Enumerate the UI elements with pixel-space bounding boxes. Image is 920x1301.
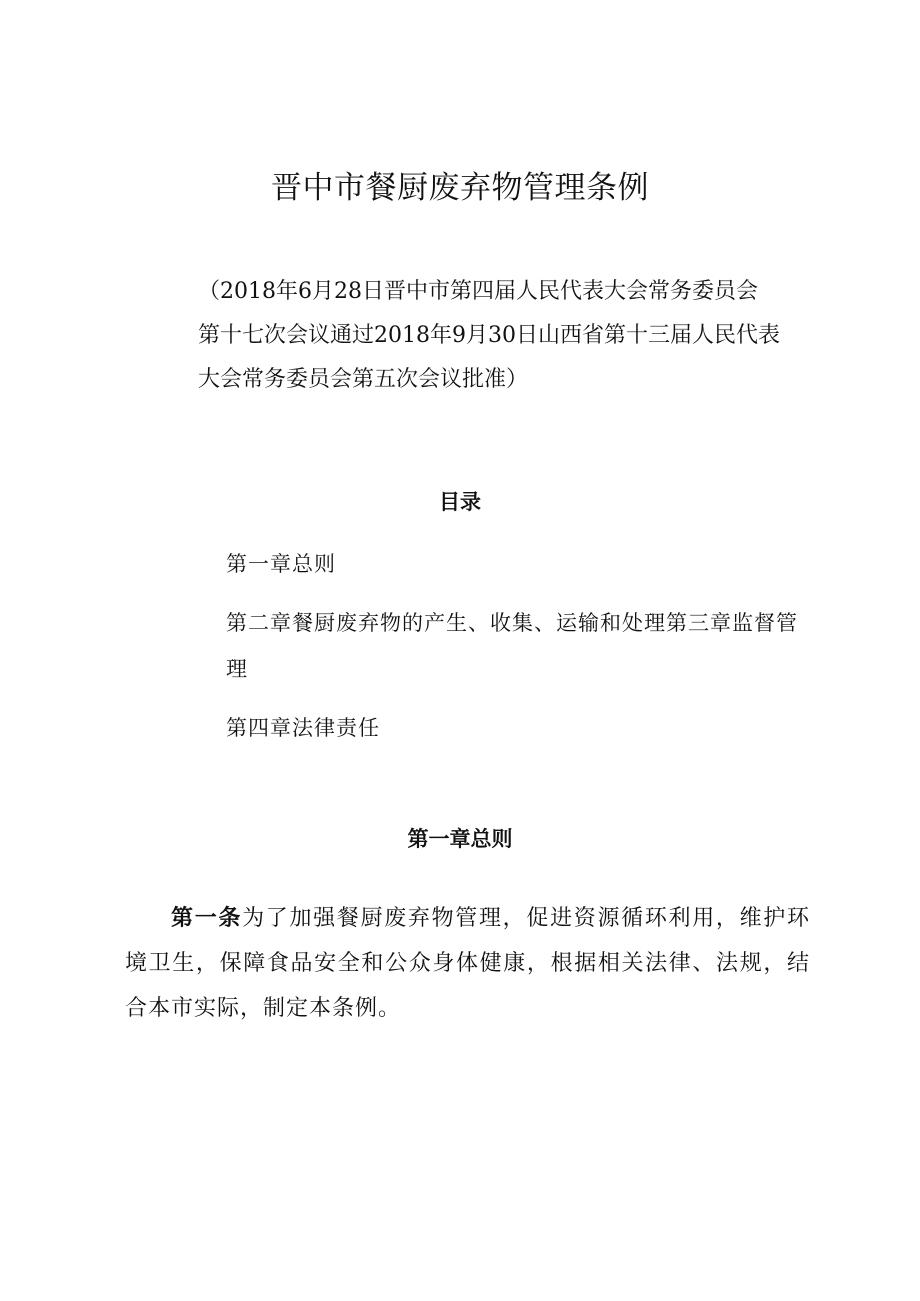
document-title: 晋中市餐厨废弃物管理条例 (271, 170, 649, 206)
toc-item-chapter-1[interactable]: 第一章总则 (226, 552, 336, 576)
chapter-heading: 第一章总则 (407, 827, 513, 851)
toc-heading: 目录 (439, 490, 481, 514)
adoption-note-line: 大会常务委员会第五次会议批准） (198, 367, 529, 392)
article-1 (125, 896, 810, 1031)
toc-item-chapter-4[interactable]: 第四章法律责任 (226, 716, 380, 740)
article-label: 第一条 (171, 906, 243, 931)
adoption-note-line: （2018年6月28日晋中市第四届人民代表大会常务委员会 (198, 279, 758, 304)
table-of-contents (226, 542, 810, 764)
adoption-note-line: 第十七次会议通过2018年9月30日山西省第十三届人民代表 (198, 323, 780, 348)
article-text: 为了加强餐厨废弃物管理，促进资源循环利用，维护环境卫生，保障食品安全和公众身体健康，根据相关法律、法规，结合本市实际，制定本条例。 (125, 906, 810, 1021)
adoption-note (198, 270, 810, 402)
toc-item-chapter-2-3[interactable]: 第二章餐厨废弃物的产生、收集、运输和处理第三章监督管理 (226, 611, 798, 681)
